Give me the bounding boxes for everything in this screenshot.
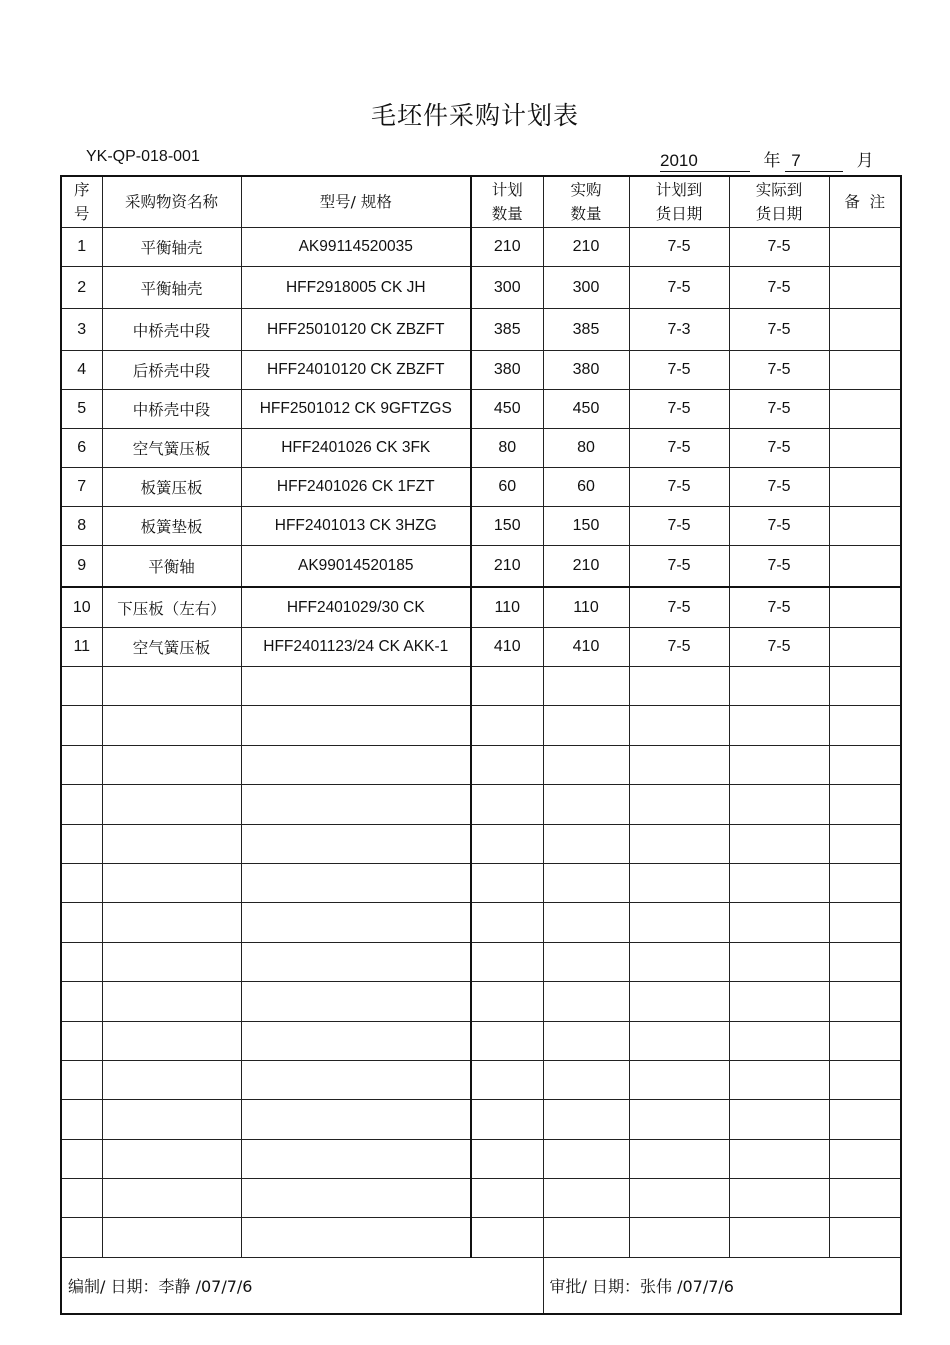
cell-plan-date	[629, 824, 729, 863]
procurement-table	[60, 175, 902, 1315]
month-unit: 月	[856, 151, 874, 171]
cell-name: 空气簧压板	[102, 429, 241, 468]
cell-name: 下压板（左右）	[102, 587, 241, 628]
cell-plan-qty	[471, 1179, 543, 1218]
col-actual-date: 实际到 货日期	[729, 176, 829, 228]
cell-actual-date	[729, 1179, 829, 1218]
cell-spec	[241, 1179, 471, 1218]
cell-name	[102, 982, 241, 1021]
cell-name	[102, 785, 241, 824]
cell-spec	[241, 785, 471, 824]
cell-actual-date: 7-5	[729, 351, 829, 390]
cell-spec	[241, 942, 471, 981]
cell-name	[102, 667, 241, 706]
table-row	[61, 982, 901, 1021]
cell-plan-qty	[471, 745, 543, 784]
cell-seq	[61, 1179, 102, 1218]
cell-actual-qty: 380	[543, 351, 629, 390]
cell-actual-qty	[543, 706, 629, 745]
table-row	[61, 429, 901, 468]
col-remark: 备 注	[829, 176, 901, 228]
table-row	[61, 309, 901, 351]
cell-remark	[829, 1139, 901, 1178]
cell-plan-date	[629, 1218, 729, 1257]
cell-remark	[829, 1060, 901, 1099]
cell-actual-qty	[543, 1100, 629, 1139]
cell-plan-date	[629, 1021, 729, 1060]
cell-name	[102, 706, 241, 745]
table-row	[61, 507, 901, 546]
year-value: 2010	[660, 151, 750, 172]
cell-seq	[61, 706, 102, 745]
cell-spec: HFF25010120 CK ZBZFT	[241, 309, 471, 351]
cell-plan-qty: 150	[471, 507, 543, 546]
col-spec: 型号/ 规格	[241, 176, 471, 228]
cell-actual-date	[729, 863, 829, 902]
cell-name: 平衡轴	[102, 546, 241, 588]
cell-plan-qty: 110	[471, 587, 543, 628]
period-line	[660, 146, 874, 172]
cell-plan-date: 7-3	[629, 309, 729, 351]
cell-name: 中桥壳中段	[102, 309, 241, 351]
cell-plan-qty	[471, 1100, 543, 1139]
table-row	[61, 1139, 901, 1178]
cell-plan-date	[629, 863, 729, 902]
cell-seq	[61, 1060, 102, 1099]
cell-plan-date	[629, 1139, 729, 1178]
cell-plan-date	[629, 942, 729, 981]
table-row	[61, 667, 901, 706]
cell-actual-qty: 410	[543, 628, 629, 667]
cell-seq	[61, 982, 102, 1021]
cell-plan-date: 7-5	[629, 429, 729, 468]
col-name: 采购物资名称	[102, 176, 241, 228]
cell-actual-date: 7-5	[729, 587, 829, 628]
cell-actual-qty	[543, 982, 629, 1021]
cell-actual-date	[729, 706, 829, 745]
cell-plan-date	[629, 706, 729, 745]
cell-actual-qty	[543, 785, 629, 824]
cell-spec	[241, 1139, 471, 1178]
cell-plan-qty	[471, 824, 543, 863]
cell-actual-qty: 210	[543, 546, 629, 588]
cell-spec	[241, 1218, 471, 1257]
cell-plan-date: 7-5	[629, 267, 729, 309]
cell-name	[102, 1100, 241, 1139]
cell-plan-qty: 300	[471, 267, 543, 309]
table-row	[61, 824, 901, 863]
cell-remark	[829, 628, 901, 667]
cell-seq	[61, 1021, 102, 1060]
cell-plan-date	[629, 903, 729, 942]
cell-spec: HFF2401123/24 CK AKK-1	[241, 628, 471, 667]
cell-remark	[829, 1218, 901, 1257]
cell-plan-qty	[471, 982, 543, 1021]
table-row	[61, 745, 901, 784]
cell-spec: HFF2918005 CK JH	[241, 267, 471, 309]
table-body	[61, 228, 901, 1314]
cell-actual-date	[729, 667, 829, 706]
col-actual-qty: 实购 数量	[543, 176, 629, 228]
cell-name: 中桥壳中段	[102, 390, 241, 429]
cell-actual-date	[729, 1218, 829, 1257]
cell-plan-qty	[471, 903, 543, 942]
cell-actual-qty	[543, 1060, 629, 1099]
page-title: 毛坯件采购计划表	[370, 101, 579, 130]
cell-spec	[241, 863, 471, 902]
cell-actual-qty	[543, 1139, 629, 1178]
cell-actual-date	[729, 1139, 829, 1178]
cell-name	[102, 1060, 241, 1099]
cell-plan-qty: 450	[471, 390, 543, 429]
cell-remark	[829, 1021, 901, 1060]
cell-remark	[829, 1179, 901, 1218]
cell-seq: 5	[61, 390, 102, 429]
cell-spec	[241, 745, 471, 784]
cell-remark	[829, 667, 901, 706]
cell-actual-qty	[543, 1218, 629, 1257]
cell-plan-qty	[471, 942, 543, 981]
cell-actual-date: 7-5	[729, 628, 829, 667]
cell-actual-date	[729, 785, 829, 824]
cell-actual-qty	[543, 824, 629, 863]
cell-spec	[241, 903, 471, 942]
approved-by: 审批/ 日期：张伟 /07/7/6	[543, 1257, 901, 1314]
table-row	[61, 228, 901, 267]
cell-seq: 2	[61, 267, 102, 309]
cell-actual-qty: 150	[543, 507, 629, 546]
cell-remark	[829, 745, 901, 784]
table-row	[61, 468, 901, 507]
cell-name: 后桥壳中段	[102, 351, 241, 390]
cell-plan-qty: 385	[471, 309, 543, 351]
cell-seq	[61, 903, 102, 942]
cell-plan-date	[629, 785, 729, 824]
col-seq: 序 号	[61, 176, 102, 228]
cell-actual-qty	[543, 942, 629, 981]
cell-seq	[61, 824, 102, 863]
cell-plan-date	[629, 982, 729, 1021]
cell-seq	[61, 1218, 102, 1257]
document-code: YK-QP-018-001	[86, 148, 200, 165]
cell-plan-qty: 380	[471, 351, 543, 390]
cell-actual-qty: 300	[543, 267, 629, 309]
cell-plan-qty: 60	[471, 468, 543, 507]
cell-actual-date: 7-5	[729, 228, 829, 267]
cell-plan-date: 7-5	[629, 546, 729, 588]
cell-spec: AK99014520185	[241, 546, 471, 588]
cell-seq: 4	[61, 351, 102, 390]
cell-actual-date	[729, 903, 829, 942]
table-row	[61, 1179, 901, 1218]
col-plan-qty: 计划 数量	[471, 176, 543, 228]
table-row	[61, 267, 901, 309]
cell-name	[102, 1179, 241, 1218]
cell-plan-date	[629, 745, 729, 784]
cell-remark	[829, 863, 901, 902]
cell-name: 空气簧压板	[102, 628, 241, 667]
col-plan-date: 计划到 货日期	[629, 176, 729, 228]
cell-plan-qty: 410	[471, 628, 543, 667]
cell-seq	[61, 1100, 102, 1139]
cell-actual-date	[729, 1060, 829, 1099]
table-row	[61, 587, 901, 628]
cell-actual-qty: 385	[543, 309, 629, 351]
cell-plan-qty: 80	[471, 429, 543, 468]
cell-spec	[241, 706, 471, 745]
cell-actual-qty: 60	[543, 468, 629, 507]
cell-remark	[829, 942, 901, 981]
cell-name	[102, 824, 241, 863]
cell-spec: HFF2401029/30 CK	[241, 587, 471, 628]
cell-actual-date: 7-5	[729, 309, 829, 351]
cell-remark	[829, 351, 901, 390]
cell-remark	[829, 390, 901, 429]
cell-remark	[829, 824, 901, 863]
cell-actual-qty: 80	[543, 429, 629, 468]
cell-seq: 11	[61, 628, 102, 667]
cell-seq	[61, 785, 102, 824]
cell-name	[102, 745, 241, 784]
year-unit: 年	[763, 151, 781, 171]
cell-seq	[61, 1139, 102, 1178]
cell-remark	[829, 1100, 901, 1139]
cell-spec	[241, 982, 471, 1021]
cell-actual-date: 7-5	[729, 468, 829, 507]
cell-spec: HFF2501012 CK 9GFTZGS	[241, 390, 471, 429]
cell-spec: HFF2401013 CK 3HZG	[241, 507, 471, 546]
cell-remark	[829, 309, 901, 351]
cell-actual-date	[729, 942, 829, 981]
cell-spec	[241, 824, 471, 863]
cell-spec: HFF2401026 CK 1FZT	[241, 468, 471, 507]
cell-spec: AK99114520035	[241, 228, 471, 267]
cell-remark	[829, 507, 901, 546]
cell-spec	[241, 1060, 471, 1099]
cell-remark	[829, 267, 901, 309]
cell-actual-qty	[543, 745, 629, 784]
cell-name	[102, 1139, 241, 1178]
cell-plan-qty	[471, 1021, 543, 1060]
cell-remark	[829, 546, 901, 588]
table-row	[61, 1021, 901, 1060]
cell-plan-qty: 210	[471, 228, 543, 267]
cell-spec: HFF24010120 CK ZBZFT	[241, 351, 471, 390]
cell-plan-qty	[471, 706, 543, 745]
cell-remark	[829, 587, 901, 628]
cell-name: 板簧垫板	[102, 507, 241, 546]
cell-seq: 10	[61, 587, 102, 628]
cell-seq	[61, 942, 102, 981]
cell-spec: HFF2401026 CK 3FK	[241, 429, 471, 468]
cell-actual-date: 7-5	[729, 429, 829, 468]
cell-seq: 9	[61, 546, 102, 588]
cell-remark	[829, 903, 901, 942]
cell-seq	[61, 745, 102, 784]
cell-actual-date: 7-5	[729, 390, 829, 429]
table-row	[61, 903, 901, 942]
cell-plan-date: 7-5	[629, 390, 729, 429]
cell-plan-qty	[471, 785, 543, 824]
table-row	[61, 942, 901, 981]
table-row	[61, 1218, 901, 1257]
table-row	[61, 1060, 901, 1099]
table-row	[61, 863, 901, 902]
cell-actual-date: 7-5	[729, 546, 829, 588]
cell-actual-date	[729, 745, 829, 784]
cell-name: 平衡轴壳	[102, 228, 241, 267]
cell-plan-date	[629, 667, 729, 706]
cell-plan-qty	[471, 667, 543, 706]
table-row	[61, 351, 901, 390]
cell-actual-date: 7-5	[729, 267, 829, 309]
signature-row	[61, 1257, 901, 1314]
cell-plan-qty	[471, 863, 543, 902]
cell-seq: 7	[61, 468, 102, 507]
cell-name: 板簧压板	[102, 468, 241, 507]
cell-actual-date: 7-5	[729, 507, 829, 546]
cell-actual-qty: 210	[543, 228, 629, 267]
cell-seq: 8	[61, 507, 102, 546]
cell-plan-date: 7-5	[629, 228, 729, 267]
cell-seq: 3	[61, 309, 102, 351]
cell-plan-qty	[471, 1060, 543, 1099]
cell-actual-qty	[543, 863, 629, 902]
cell-spec	[241, 667, 471, 706]
month-value: 7	[785, 151, 843, 172]
cell-plan-date: 7-5	[629, 628, 729, 667]
cell-name	[102, 1021, 241, 1060]
header-row	[61, 176, 901, 228]
cell-remark	[829, 468, 901, 507]
table-row	[61, 628, 901, 667]
cell-actual-date	[729, 982, 829, 1021]
cell-actual-qty	[543, 667, 629, 706]
table-row	[61, 1100, 901, 1139]
cell-seq: 6	[61, 429, 102, 468]
cell-plan-qty: 210	[471, 546, 543, 588]
cell-remark	[829, 228, 901, 267]
cell-spec	[241, 1100, 471, 1139]
cell-name	[102, 1218, 241, 1257]
cell-plan-qty	[471, 1218, 543, 1257]
table-row	[61, 390, 901, 429]
cell-name	[102, 903, 241, 942]
cell-plan-date: 7-5	[629, 507, 729, 546]
cell-name: 平衡轴壳	[102, 267, 241, 309]
cell-actual-qty	[543, 903, 629, 942]
cell-remark	[829, 706, 901, 745]
cell-remark	[829, 982, 901, 1021]
cell-plan-date: 7-5	[629, 587, 729, 628]
table-row	[61, 546, 901, 588]
cell-name	[102, 863, 241, 902]
cell-plan-date: 7-5	[629, 351, 729, 390]
table-row	[61, 785, 901, 824]
cell-plan-date	[629, 1179, 729, 1218]
prepared-by: 编制/ 日期：李静 /07/7/6	[61, 1257, 543, 1314]
cell-plan-date	[629, 1100, 729, 1139]
cell-plan-qty	[471, 1139, 543, 1178]
cell-plan-date: 7-5	[629, 468, 729, 507]
cell-actual-qty	[543, 1179, 629, 1218]
cell-actual-qty: 450	[543, 390, 629, 429]
cell-actual-date	[729, 824, 829, 863]
cell-seq: 1	[61, 228, 102, 267]
cell-remark	[829, 429, 901, 468]
cell-name	[102, 942, 241, 981]
cell-remark	[829, 785, 901, 824]
cell-actual-qty	[543, 1021, 629, 1060]
table-row	[61, 706, 901, 745]
cell-actual-qty: 110	[543, 587, 629, 628]
cell-actual-date	[729, 1021, 829, 1060]
cell-plan-date	[629, 1060, 729, 1099]
cell-seq	[61, 667, 102, 706]
cell-seq	[61, 863, 102, 902]
cell-actual-date	[729, 1100, 829, 1139]
cell-spec	[241, 1021, 471, 1060]
